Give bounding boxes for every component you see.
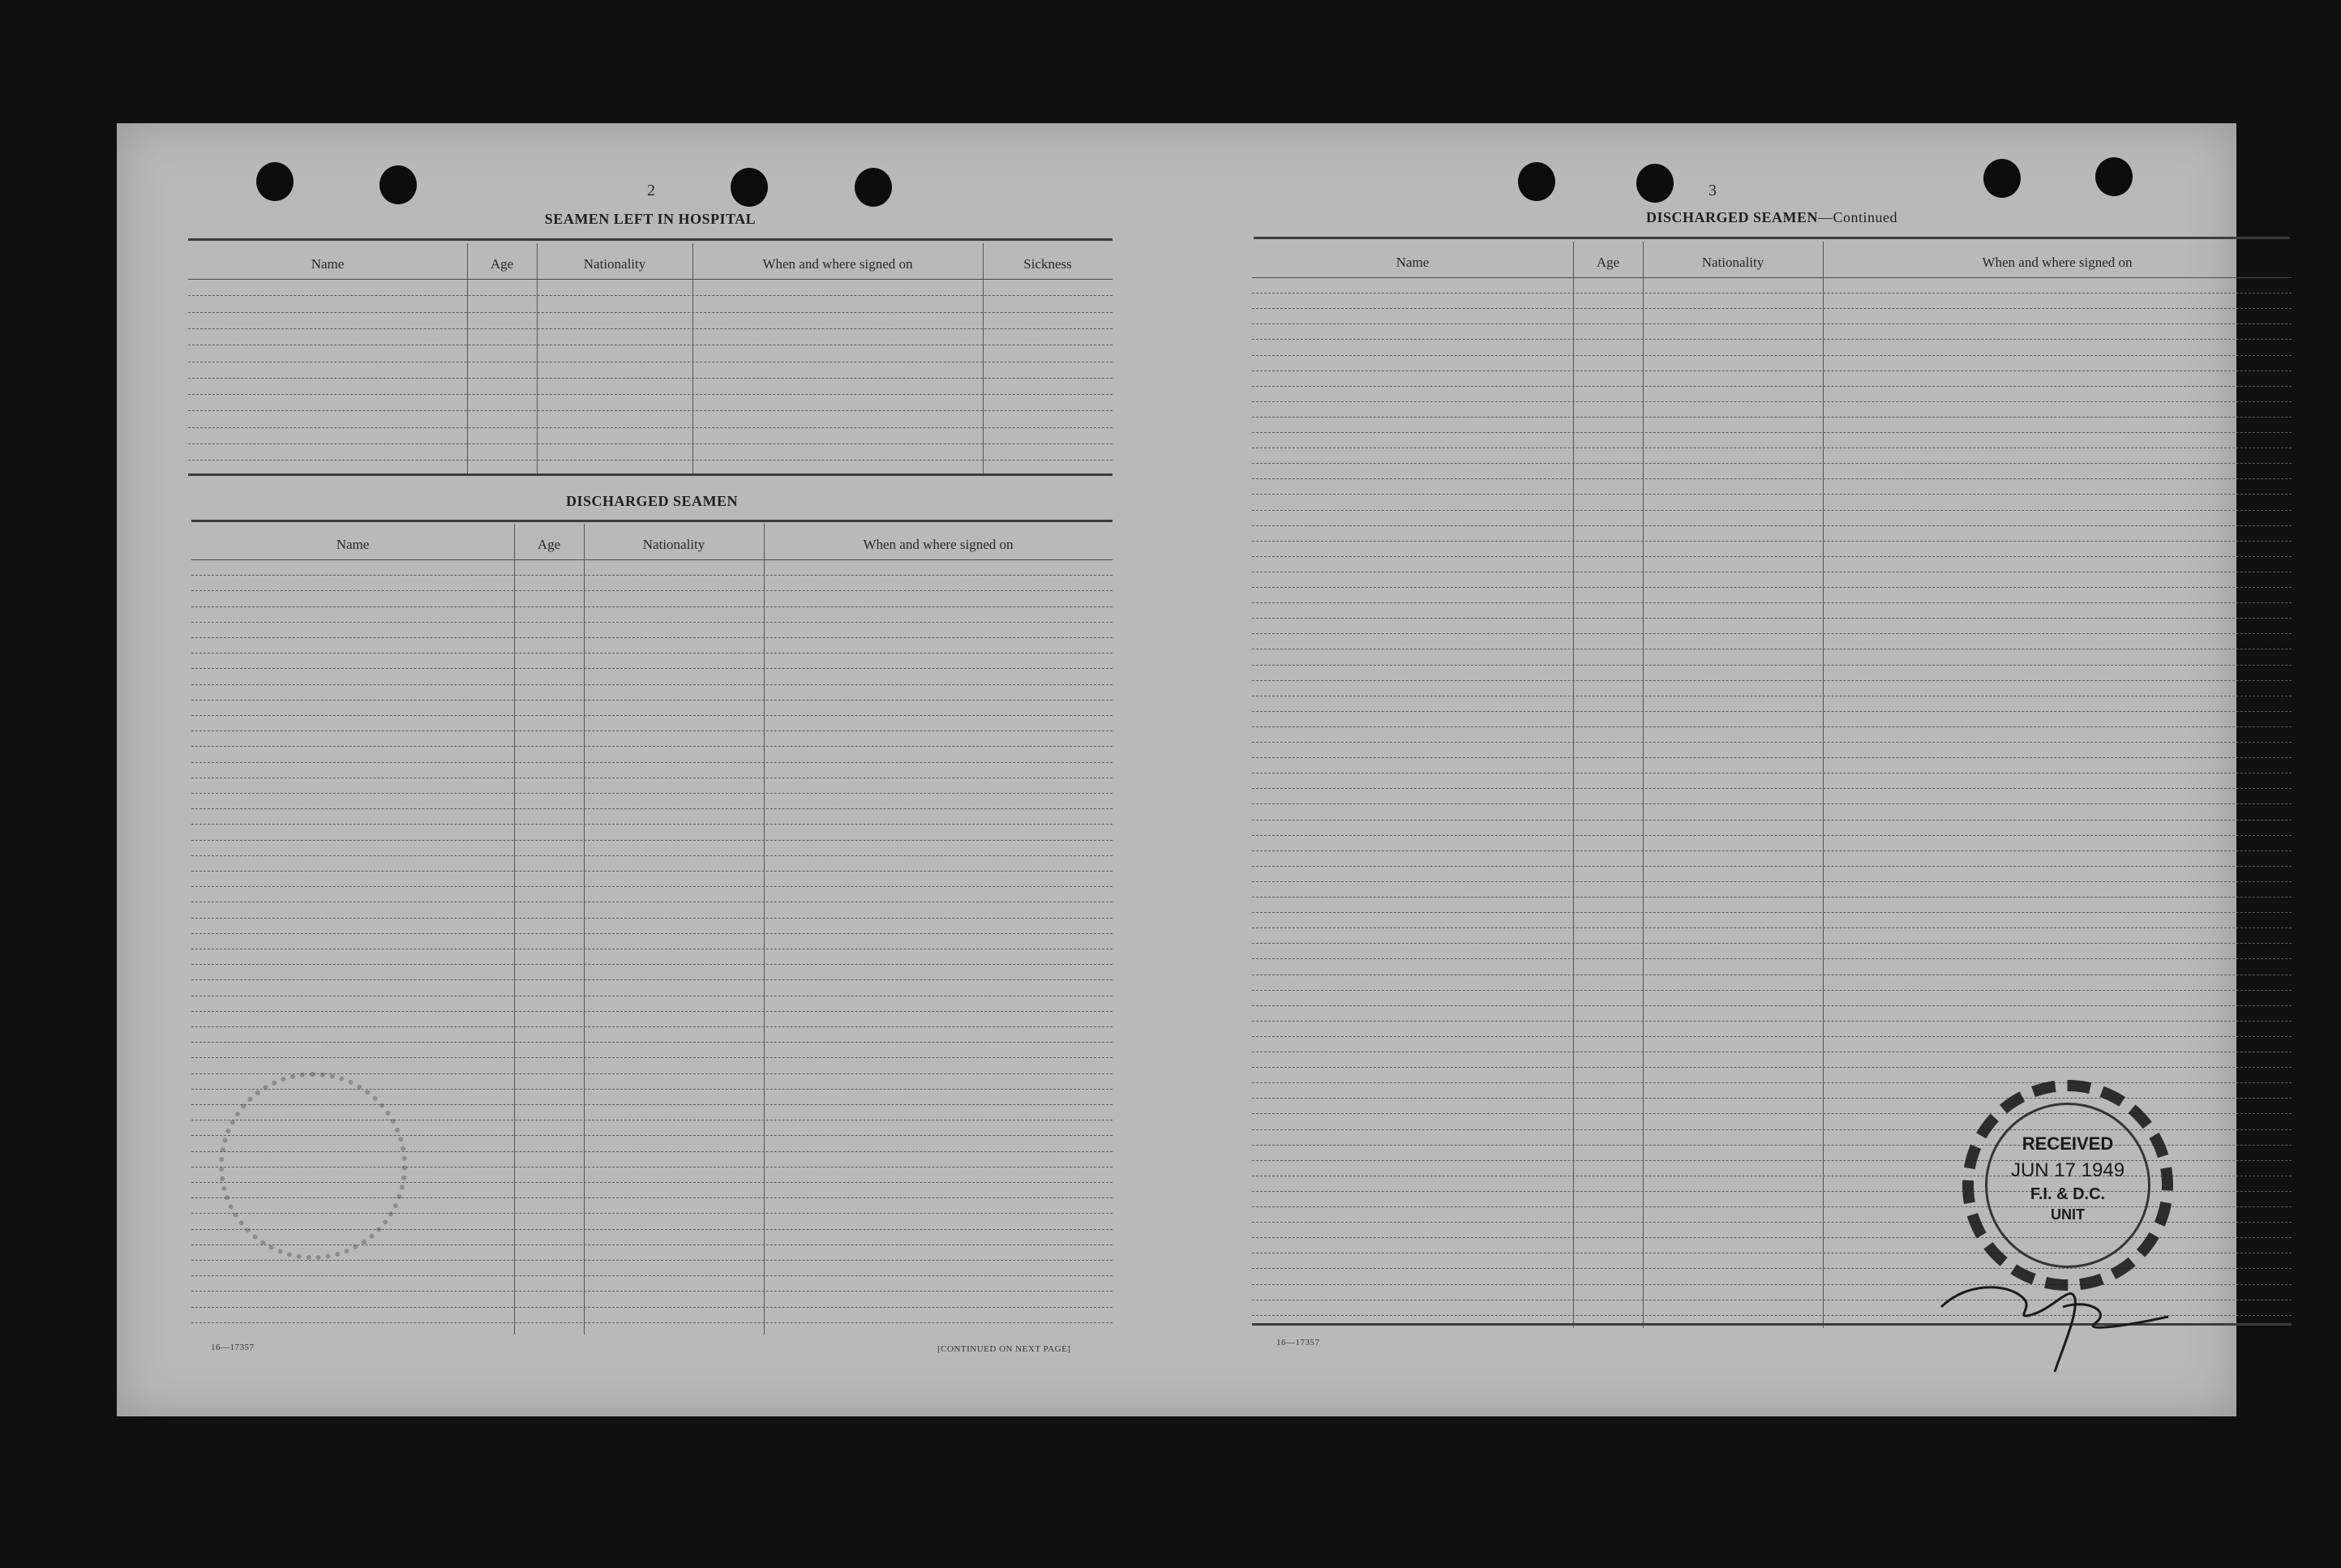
table-row-rule <box>191 1322 1113 1323</box>
table-row-rule <box>1252 463 2292 464</box>
table-row-rule <box>191 979 1113 980</box>
table-row-rule <box>1252 587 2292 588</box>
document-sheet <box>117 123 2236 1416</box>
table-row-rule <box>1252 339 2292 340</box>
table-row-rule <box>1252 757 2292 758</box>
table-row-rule <box>191 730 1113 731</box>
table-row-rule <box>1252 525 2292 526</box>
table-row-rule <box>191 1307 1113 1308</box>
table-row-rule <box>191 886 1113 887</box>
table-row-rule <box>1252 711 2292 712</box>
table-row-rule <box>188 378 1113 379</box>
column-header-age: Age <box>1596 255 1620 270</box>
table-row-rule <box>191 715 1113 716</box>
table-row-rule <box>1252 308 2292 309</box>
table-row-rule <box>188 394 1113 395</box>
table-row-rule <box>1252 850 2292 851</box>
table-row-rule <box>1252 602 2292 603</box>
table-row-rule <box>1252 1067 2292 1068</box>
column-header-age: Age <box>490 256 514 272</box>
table-row-rule <box>188 279 1113 280</box>
discharged-continued-title <box>1254 209 2290 226</box>
column-header-nationality: Nationality <box>642 537 705 552</box>
table-row-rule <box>191 1011 1113 1012</box>
hospital-table <box>188 243 1113 478</box>
table-row-rule <box>1252 386 2292 387</box>
table-row-rule <box>191 840 1113 841</box>
table-row-rule <box>1252 1021 2292 1022</box>
table-row-rule <box>1252 618 2292 619</box>
table-row-rule <box>1252 803 2292 804</box>
page-number-right: 3 <box>1709 182 1717 199</box>
section-title-suffix: —Continued <box>1818 209 1898 225</box>
table-row-rule <box>188 427 1113 428</box>
hospital-section-title: SEAMEN LEFT IN HOSPITAL <box>544 211 757 227</box>
table-row-rule <box>1252 323 2292 324</box>
table-row-rule <box>188 410 1113 411</box>
form-number-left: 16—17357 <box>211 1343 255 1352</box>
handwritten-signature <box>1933 1250 2176 1380</box>
table-row-rule <box>191 1275 1113 1276</box>
punch-hole <box>1983 159 2021 198</box>
table-row-rule <box>1252 943 2292 944</box>
punch-hole <box>2095 157 2133 196</box>
table-row-rule <box>1252 726 2292 727</box>
table-row-rule <box>1252 897 2292 898</box>
column-header-age: Age <box>537 537 561 552</box>
punch-hole <box>1518 162 1555 201</box>
table-row-rule <box>1252 1005 2292 1006</box>
table-row-rule <box>191 1057 1113 1058</box>
table-row-rule <box>1252 541 2292 542</box>
punch-hole <box>1636 164 1674 203</box>
table-row-rule <box>1252 417 2292 418</box>
faded-stamp <box>219 1072 407 1260</box>
table-row-rule <box>1252 432 2292 433</box>
table-row-rule <box>191 1260 1113 1261</box>
column-header-signed-on: When and where signed on <box>762 256 913 272</box>
table-row-rule <box>191 964 1113 965</box>
stamp-received-text: RECEIVED <box>2022 1133 2114 1154</box>
table-row-rule <box>191 871 1113 872</box>
table-row-rule <box>191 824 1113 825</box>
table-row-rule <box>191 590 1113 591</box>
table-row-rule <box>1252 494 2292 495</box>
column-header-signed-on: When and where signed on <box>863 537 1014 552</box>
stamp-date-text: JUN 17 1949 <box>2010 1159 2125 1181</box>
column-header-nationality: Nationality <box>583 256 646 272</box>
table-row-rule <box>1252 401 2292 402</box>
table-row-rule <box>1252 1098 2292 1099</box>
column-header-signed-on: When and where signed on <box>1982 255 2133 270</box>
continued-note: [CONTINUED ON NEXT PAGE] <box>937 1344 1071 1354</box>
punch-hole <box>731 168 768 207</box>
table-row-rule <box>1252 881 2292 882</box>
table-row-rule <box>191 668 1113 669</box>
discharged-section-title: DISCHARGED SEAMEN <box>565 493 739 509</box>
column-header-name: Name <box>311 256 345 272</box>
section-title-text: DISCHARGED SEAMEN <box>1645 209 1819 225</box>
table-row-rule <box>191 746 1113 747</box>
table-row-rule <box>191 1026 1113 1027</box>
form-number-right: 16—17357 <box>1276 1338 1320 1347</box>
table-row-rule <box>1252 866 2292 867</box>
table-row-rule <box>191 762 1113 763</box>
table-row-rule <box>1252 680 2292 681</box>
table-row-rule <box>1252 633 2292 634</box>
table-row-rule <box>1252 556 2292 557</box>
table-row-rule <box>191 637 1113 638</box>
column-header-sickness: Sickness <box>1023 256 1072 272</box>
table-row-rule <box>188 328 1113 329</box>
table-row-rule <box>191 606 1113 607</box>
stamp-unit-label: UNIT <box>2051 1206 2085 1223</box>
page-number-left: 2 <box>647 182 655 199</box>
table-row-rule <box>191 918 1113 919</box>
column-header-name: Name <box>1396 255 1430 270</box>
punch-hole <box>256 162 294 201</box>
table-row-rule <box>191 1042 1113 1043</box>
table-row-rule <box>188 443 1113 444</box>
table-row-rule <box>191 684 1113 685</box>
table-row-rule <box>1252 990 2292 991</box>
table-row-rule <box>1252 478 2292 479</box>
table-row-rule <box>191 559 1113 560</box>
table-row-rule <box>191 933 1113 934</box>
table-row-rule <box>1252 510 2292 511</box>
table-row-rule <box>191 1291 1113 1292</box>
table-row-rule <box>1252 665 2292 666</box>
table-row-rule <box>188 295 1113 296</box>
column-header-name: Name <box>336 537 370 552</box>
table-row-rule <box>1252 1036 2292 1037</box>
punch-hole <box>379 165 417 204</box>
table-row-rule <box>1252 835 2292 836</box>
table-row-rule <box>1252 788 2292 789</box>
table-row-rule <box>191 622 1113 623</box>
stamp-unit-name: F.I. & D.C. <box>2030 1185 2106 1203</box>
table-row-rule <box>1252 958 2292 959</box>
table-row-rule <box>191 855 1113 856</box>
table-row-rule <box>188 460 1113 461</box>
table-row-rule <box>188 312 1113 313</box>
table-row-rule <box>191 808 1113 809</box>
table-row-rule <box>1252 1082 2292 1083</box>
column-header-nationality: Nationality <box>1701 255 1764 270</box>
table-row-rule <box>1252 742 2292 743</box>
table-row-rule <box>191 793 1113 794</box>
table-row-rule <box>191 575 1113 576</box>
table-row-rule <box>1252 912 2292 913</box>
punch-hole <box>855 168 892 207</box>
table-row-rule <box>1252 355 2292 356</box>
table-row-rule <box>1252 277 2292 278</box>
